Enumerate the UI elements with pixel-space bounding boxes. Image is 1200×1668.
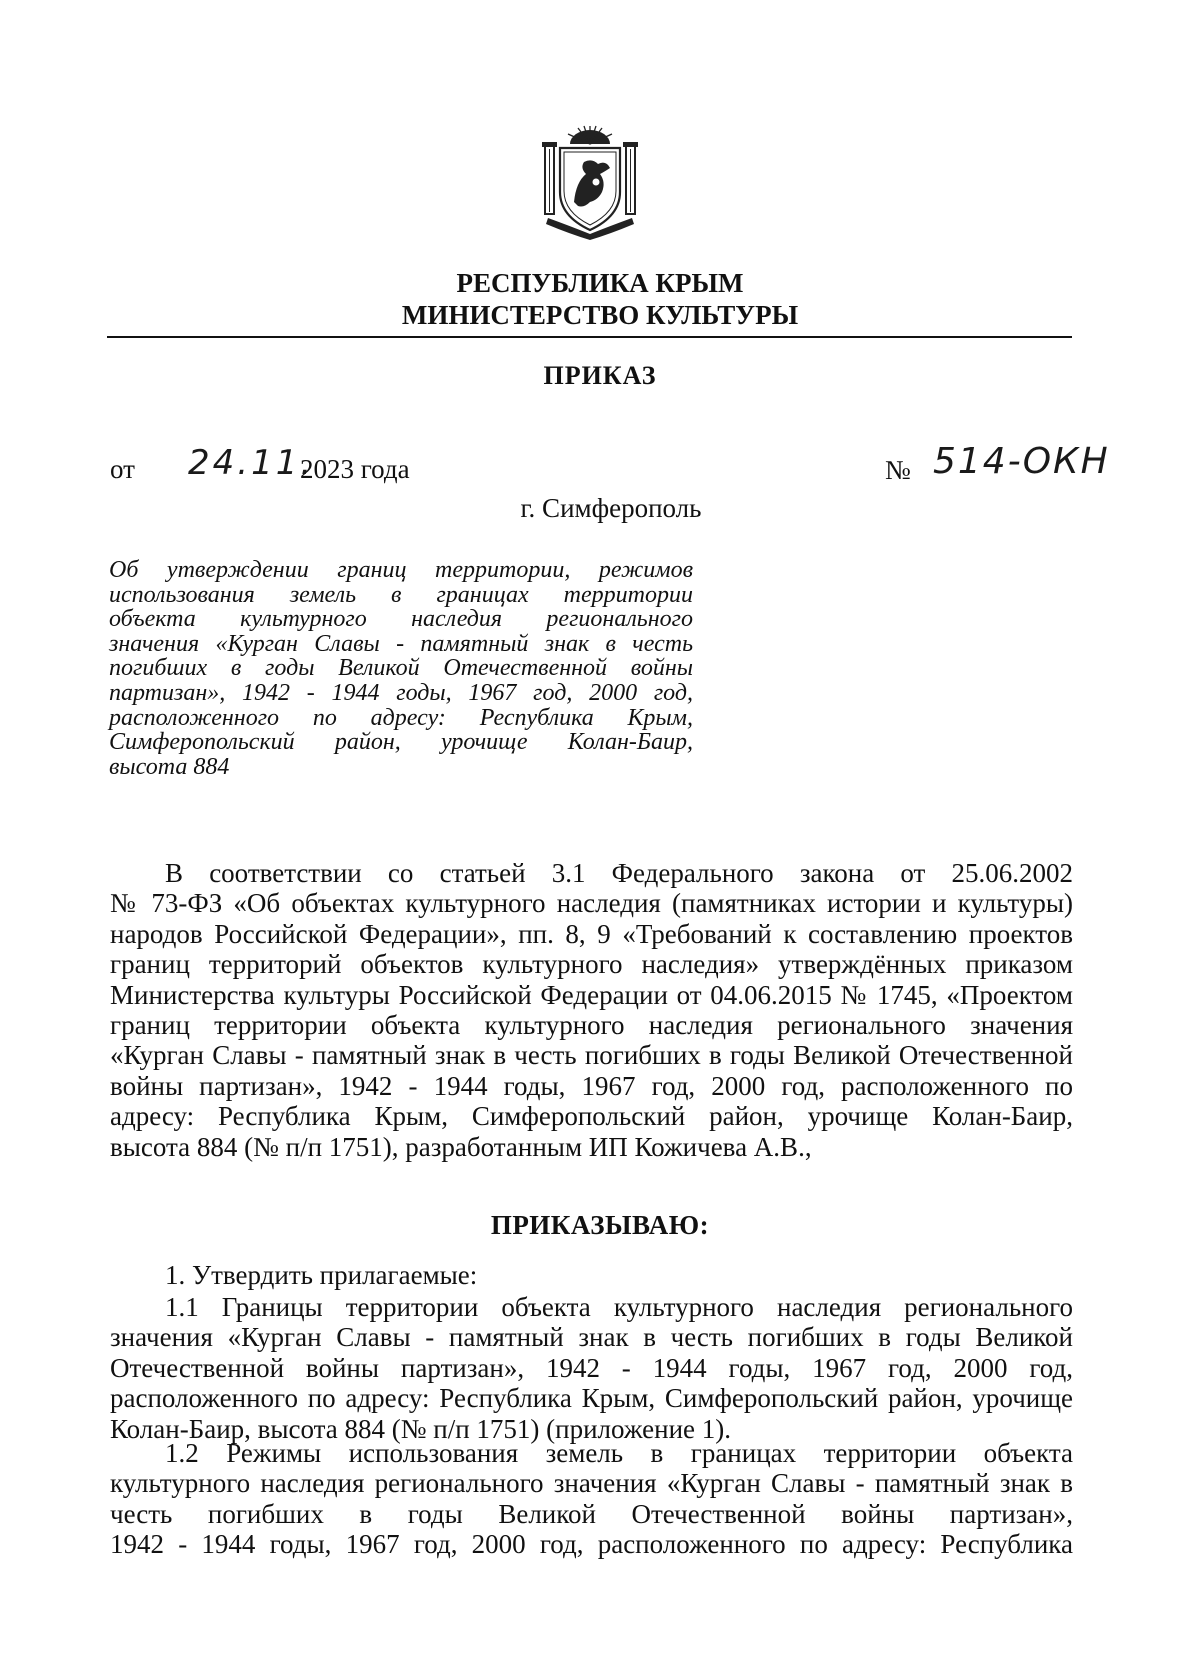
document-type: ПРИКАЗ: [543, 361, 657, 390]
orders-heading: ПРИКАЗЫВАЮ:: [490, 1210, 710, 1240]
order-item-1-1: [110, 1292, 1073, 1444]
order-item-1-2: [110, 1438, 1073, 1560]
date-prefix: от: [110, 454, 135, 484]
subject-line: партизан», 1942 - 1944 годы, 1967 год, 2000 год,: [109, 679, 693, 706]
preamble-line: границ территории объекта культурного наследия регионального значения: [110, 1010, 1073, 1041]
order-item-line: Колан-Баир, высота 884 (№ п/п 1751) (приложение 1).: [110, 1413, 732, 1444]
preamble-line: границ территорий объектов культурного наследия» утверждённых приказом: [110, 949, 1073, 980]
preamble-line: «Курган Славы - памятный знак в честь погибших в годы Великой Отечественной: [110, 1040, 1073, 1071]
subject-line: Симферопольский район, урочище Колан-Баир,: [109, 729, 693, 756]
number-sign: №: [885, 455, 911, 485]
republic-name: РЕСПУБЛИКА КРЫМ: [456, 268, 744, 298]
preamble-line: Министерства культуры Российской Федерации от 04.06.2015 № 1745, «Проектом: [110, 979, 1073, 1010]
order-item-line: 1. Утвердить прилагаемые:: [165, 1260, 478, 1290]
order-item-line: честь погибших в годы Великой Отечественной войны партизан»,: [110, 1498, 1073, 1529]
city: г. Симферополь: [520, 493, 702, 523]
order-item-line: 1.1 Границы территории объекта культурного наследия регионального: [165, 1292, 1073, 1322]
subject-line: погибших в годы Великой Отечественной войны: [109, 655, 693, 682]
preamble-line: высота 884 (№ п/п 1751), разработанным ИП Кожичева А.В.,: [110, 1131, 812, 1162]
order-item-line: расположенного по адресу: Республика Крым, Симферопольский район, урочище: [110, 1383, 1073, 1414]
order-item-1: [110, 1260, 1073, 1290]
order-item-line: 1942 - 1944 годы, 1967 год, 2000 год, расположенного по адресу: Республика: [110, 1529, 1073, 1560]
subject-line: Об утверждении границ территории, режимов: [109, 557, 693, 583]
preamble-line: адресу: Республика Крым, Симферопольский район, урочище Колан-Баир,: [110, 1101, 1073, 1132]
subject-line: объекта культурного наследия регионального: [109, 606, 693, 633]
handwritten-date: 24.11.: [188, 443, 315, 483]
preamble-line: войны партизан», 1942 - 1944 годы, 1967 год, 2000 год, расположенного по: [110, 1070, 1073, 1101]
order-item-line: Отечественной войны партизан», 1942 - 1944 годы, 1967 год, 2000 год,: [110, 1352, 1073, 1383]
subject-line: использования земель в границах территории: [109, 581, 693, 608]
order-item-line: значения «Курган Славы - памятный знак в честь погибших в годы Великой: [110, 1322, 1073, 1353]
order-item-line: 1.2 Режимы использования земель в границах территории объекта: [165, 1438, 1073, 1468]
preamble-line: В соответствии со статьей 3.1 Федерального закона от 25.06.2002: [165, 858, 1073, 888]
date-year: 2023 года: [300, 454, 410, 484]
preamble-paragraph: [110, 858, 1073, 1162]
subject-line: значения «Курган Славы - памятный знак в честь: [109, 630, 693, 657]
subject-line: высота 884: [109, 753, 230, 780]
crimea-coat-of-arms-icon: [540, 122, 640, 240]
header-divider: [107, 336, 1072, 338]
preamble-line: народов Российской Федерации», пп. 8, 9 «Требований к составлению проектов: [110, 918, 1073, 949]
subject-line: расположенного по адресу: Республика Крым,: [109, 704, 693, 731]
subject-block: [109, 558, 693, 779]
handwritten-number: 514-ОКН: [933, 441, 1110, 482]
ministry-name: МИНИСТЕРСТВО КУЛЬТУРЫ: [401, 300, 799, 330]
preamble-line: № 73-ФЗ «Об объектах культурного наследия (памятниках истории и культуры): [110, 888, 1073, 919]
order-item-line: культурного наследия регионального значения «Курган Славы - памятный знак в: [110, 1468, 1073, 1499]
